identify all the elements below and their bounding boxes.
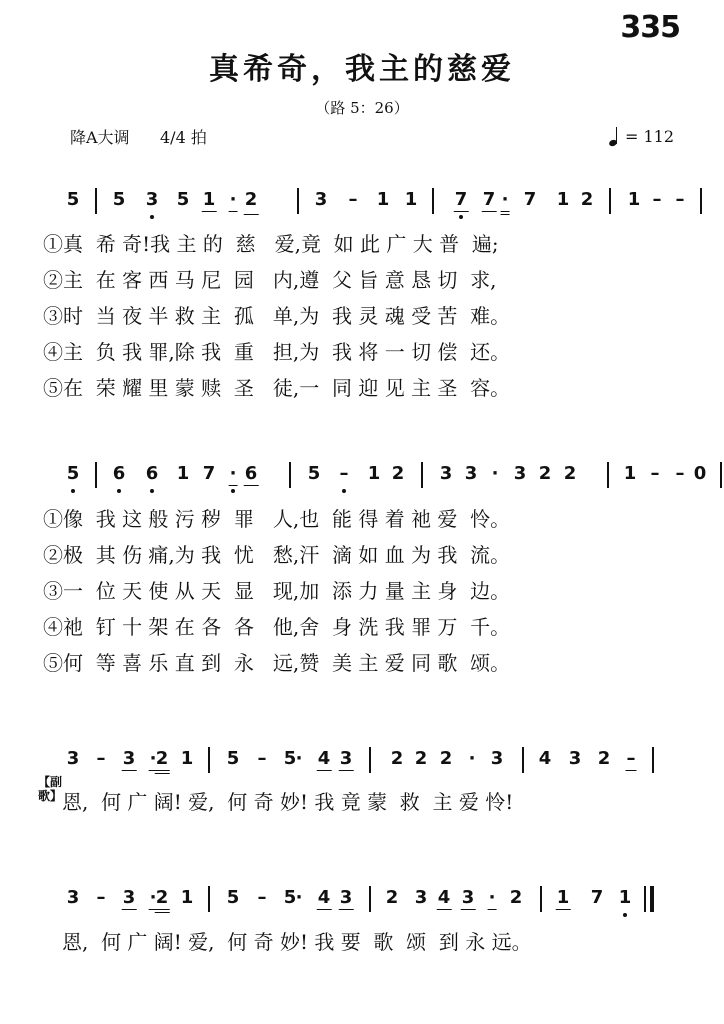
note: 1 (556, 189, 570, 210)
barline (607, 462, 609, 488)
barline (522, 747, 524, 773)
dot-mark: · (149, 887, 157, 908)
hold-dash: – (675, 189, 685, 210)
lower-octave-dot (71, 489, 75, 493)
note: 5 (283, 887, 297, 908)
barline (369, 747, 371, 773)
lower-octave-dot (150, 215, 154, 219)
lower-octave-dot (623, 913, 627, 917)
note: 6 (145, 463, 159, 484)
barline (289, 462, 291, 488)
note: 3 (314, 189, 328, 210)
note: 4 (317, 748, 331, 769)
lyric-line: ⑤在 荣 耀 里 蒙 赎 圣 徒,一 同 迎 见 主 圣 容。 (43, 376, 511, 400)
barline (540, 886, 542, 912)
note: 2 (414, 748, 428, 769)
barline (95, 462, 97, 488)
barline (432, 188, 434, 214)
note: 3 (568, 748, 582, 769)
note: 1 (180, 748, 194, 769)
note: 2 (155, 887, 169, 908)
hold-dash: – (626, 748, 636, 769)
barline (421, 462, 423, 488)
chorus-lyric-line: 恩, 何 广 阔! 爱, 何 奇 妙! 我 竟 蒙 救 主 爱 怜! (62, 790, 514, 814)
note: 3 (339, 887, 353, 908)
barline (609, 188, 611, 214)
dot-mark: · (229, 189, 237, 210)
barline (297, 188, 299, 214)
time-signature: 4/4 拍 (160, 128, 207, 147)
lyric-line: ③时 当 夜 半 救 主 孤 单,为 我 灵 魂 受 苦 难。 (43, 304, 511, 328)
note: 2 (385, 887, 399, 908)
tempo-marking (609, 125, 674, 147)
dot-mark: · (149, 748, 157, 769)
barline (208, 886, 210, 912)
note: 7 (454, 189, 468, 210)
notation-line-chorus-2 (0, 884, 724, 918)
note: 5 (283, 748, 297, 769)
lower-octave-dot (117, 489, 121, 493)
note: 1 (376, 189, 390, 210)
quarter-note-icon (609, 125, 623, 147)
note: 5 (226, 748, 240, 769)
lyric-line: ④主 负 我 罪,除 我 重 担,为 我 将 一 切 偿 还。 (43, 340, 511, 364)
page-number: 335 (620, 10, 680, 45)
hold-dash: – (339, 463, 349, 484)
tempo-value: = 112 (624, 126, 674, 146)
note: 1 (618, 887, 632, 908)
hold-dash: – (348, 189, 358, 210)
note: 3 (145, 189, 159, 210)
hold-dash: – (652, 189, 662, 210)
note: 7 (202, 463, 216, 484)
hold-dash: – (675, 463, 685, 484)
barline (95, 188, 97, 214)
note: 5 (66, 189, 80, 210)
note: 0 (693, 463, 707, 484)
note: 2 (155, 748, 169, 769)
note: 6 (244, 463, 258, 484)
dot-mark: · (501, 189, 509, 210)
hold-dash: – (96, 748, 106, 769)
hold-dash: – (257, 748, 267, 769)
barline (652, 747, 654, 773)
lyric-line: ⑤何 等 喜 乐 直 到 永 远,赞 美 主 爱 同 歌 颂。 (43, 651, 511, 675)
hold-dash: – (96, 887, 106, 908)
note: 4 (437, 887, 451, 908)
dot-mark: · (295, 887, 303, 908)
note: 3 (414, 887, 428, 908)
note: 3 (461, 887, 475, 908)
note: 1 (404, 189, 418, 210)
dot-mark: · (491, 463, 499, 484)
note: 3 (66, 748, 80, 769)
note: 2 (580, 189, 594, 210)
note: 2 (509, 887, 523, 908)
note: 1 (627, 189, 641, 210)
lower-octave-dot (150, 489, 154, 493)
hold-dash: – (257, 887, 267, 908)
note: 2 (439, 748, 453, 769)
note: 4 (538, 748, 552, 769)
lyric-line: ①像 我 这 般 污 秽 罪 人,也 能 得 着 祂 爱 怜。 (43, 507, 511, 531)
dot-mark: · (468, 748, 476, 769)
note: 1 (556, 887, 570, 908)
notation-line-verse-2 (0, 460, 724, 494)
dot-mark: · (488, 887, 496, 908)
hold-dash: – (650, 463, 660, 484)
note: 5 (307, 463, 321, 484)
lyric-line: ④祂 钉 十 架 在 各 各 他,舍 身 洗 我 罪 万 千。 (43, 615, 511, 639)
note: 5 (226, 887, 240, 908)
lyric-line: ①真 希 奇!我 主 的 慈 爱,竟 如 此 广 大 普 遍; (43, 232, 499, 256)
note: 2 (390, 748, 404, 769)
lower-octave-dot (342, 489, 346, 493)
note: 2 (244, 189, 258, 210)
chorus-label: 【副歌】 (38, 775, 63, 803)
final-barline (650, 886, 654, 912)
key-signature: 降A大调 (70, 128, 130, 147)
note: 6 (112, 463, 126, 484)
note: 2 (597, 748, 611, 769)
barline (720, 462, 722, 488)
notation-line-chorus-1 (0, 745, 724, 779)
barline (369, 886, 371, 912)
note: 5 (112, 189, 126, 210)
note: 3 (439, 463, 453, 484)
note: 1 (180, 887, 194, 908)
note: 1 (367, 463, 381, 484)
note: 3 (66, 887, 80, 908)
dot-mark: · (229, 463, 237, 484)
barline (208, 747, 210, 773)
lower-octave-dot (231, 489, 235, 493)
scripture-reference: （路 5：26） (315, 99, 409, 117)
note: 1 (623, 463, 637, 484)
note: 3 (490, 748, 504, 769)
note: 7 (523, 189, 537, 210)
note: 2 (563, 463, 577, 484)
note: 5 (176, 189, 190, 210)
lower-octave-dot (459, 215, 463, 219)
lyric-line: ②极 其 伤 痛,为 我 忧 愁,汗 滴 如 血 为 我 流。 (43, 543, 511, 567)
note: 5 (66, 463, 80, 484)
note: 2 (538, 463, 552, 484)
note: 2 (391, 463, 405, 484)
note: 3 (122, 887, 136, 908)
note: 3 (339, 748, 353, 769)
note: 3 (464, 463, 478, 484)
note: 1 (202, 189, 216, 210)
note: 7 (482, 189, 496, 210)
notation-line-verse-1 (0, 186, 724, 220)
note: 3 (122, 748, 136, 769)
note: 7 (590, 887, 604, 908)
note: 4 (317, 887, 331, 908)
hymn-title: 真希奇，我主的慈爱 (209, 52, 515, 87)
dot-mark: · (295, 748, 303, 769)
lyric-line: ③一 位 天 使 从 天 显 现,加 添 力 量 主 身 边。 (43, 579, 511, 603)
chorus-lyric-line: 恩, 何 广 阔! 爱, 何 奇 妙! 我 要 歌 颂 到 永 远。 (62, 930, 532, 954)
barline (700, 188, 702, 214)
lyric-line: ②主 在 客 西 马 尼 园 内,遵 父 旨 意 恳 切 求, (43, 268, 497, 292)
note: 1 (176, 463, 190, 484)
note: 3 (513, 463, 527, 484)
barline (644, 886, 646, 912)
